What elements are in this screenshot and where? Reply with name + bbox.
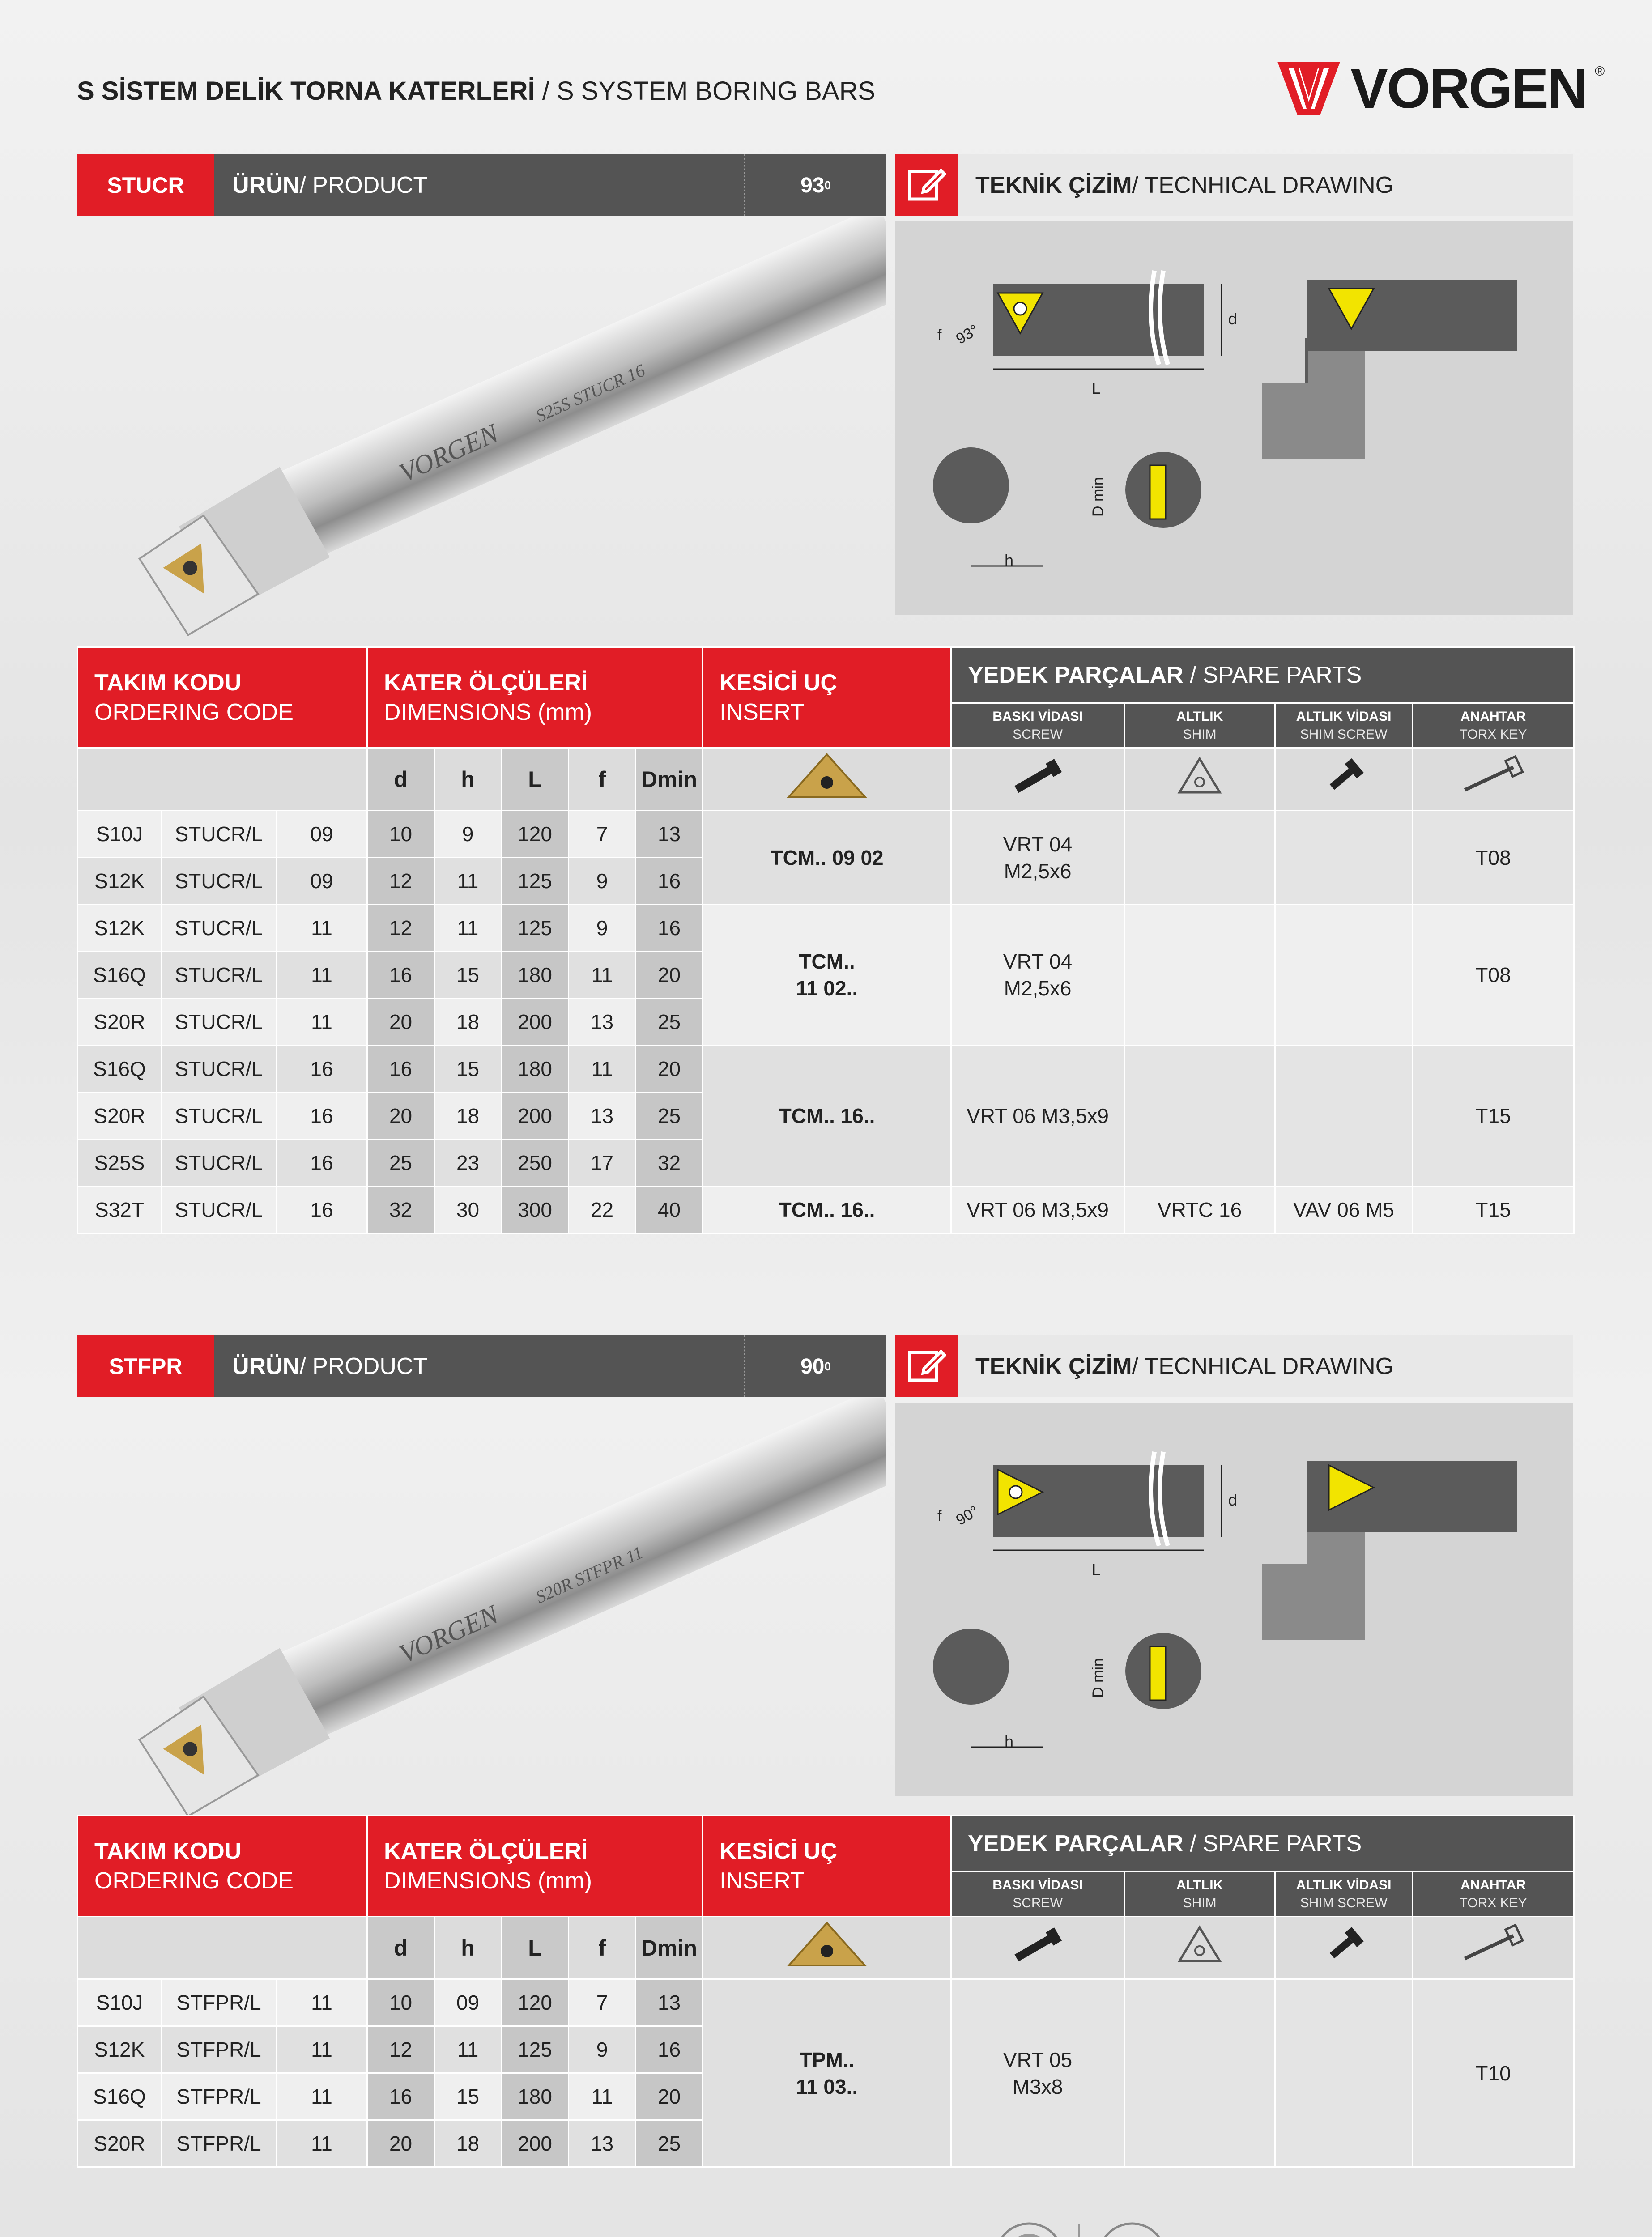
th-dim-L: L [502,1917,569,1979]
shim-screw-cell: VAV 06 M5 [1275,1187,1413,1233]
table-cell: S32T [78,1187,162,1233]
table-cell: S16Q [78,1046,162,1093]
drawing-label: TEKNİK ÇİZİM / TECNHICAL DRAWING [975,172,1394,198]
edit-drawing-icon [895,1335,958,1397]
angle-label: 93° [953,321,982,348]
table-cell: S20R [78,1093,162,1140]
photo-brand-text: VORGEN [394,418,503,488]
table-cell: 17 [569,1140,636,1187]
drawing-header-stucr [895,154,1573,216]
table-cell: STUCR/L [162,952,277,999]
technical-drawing-stucr [895,221,1573,615]
dim-d-label: d [1228,1491,1238,1509]
table-cell: 200 [502,999,569,1046]
table-cell: 15 [434,1046,502,1093]
table-cell: 125 [502,858,569,905]
table-cell: 11 [434,2026,502,2073]
table-cell: S16Q [78,2073,162,2120]
table-cell: 9 [569,2026,636,2073]
table-cell: S10J [78,811,162,858]
table-cell: 11 [277,2073,367,2120]
table-cell: 13 [569,1093,636,1140]
dim-f-label: f [937,1508,942,1525]
th-screw: BASKI VİDASI SCREW [951,703,1124,748]
torx-key-cell: T10 [1413,1979,1574,2167]
product-angle: 90 0 [744,1335,886,1397]
dim-h-label: h [1005,1732,1014,1751]
table-cell: 20 [367,2120,434,2167]
table-cell: 125 [502,905,569,952]
table-cell: 16 [277,1046,367,1093]
table-cell: 16 [636,858,703,905]
th-ordering-code: TAKIM KODU ORDERING CODE [78,1816,367,1917]
table-row [78,1979,1574,2026]
table-cell: 12 [367,905,434,952]
table-cell: 25 [636,1093,703,1140]
table-cell: 11 [569,2073,636,2120]
screw-cell: VRT 04 M2,5x6 [951,811,1124,905]
table-cell: 15 [434,952,502,999]
torx-key-cell: T08 [1413,905,1574,1046]
dim-L-label: L [1092,379,1101,397]
th-dim-d: d [367,1917,434,1979]
table-cell: 11 [277,952,367,999]
th-torx-key: ANAHTAR TORX KEY [1413,703,1574,748]
screw-cell: VRT 06 M3,5x9 [951,1187,1124,1233]
table-cell: 16 [636,2026,703,2073]
spec-table-stfpr [77,1815,1575,2168]
iso-certification-icon [991,2219,1067,2237]
screw-icon [951,1917,1124,1979]
tuv-certification-icon [1094,2219,1170,2237]
table-cell: 120 [502,1979,569,2026]
photo-label-text: S20R STFPR 11 [532,1542,646,1608]
table-cell: STFPR/L [162,2073,277,2120]
dim-dmin-label: D min [1090,1658,1107,1698]
table-cell: 15 [434,2073,502,2120]
shim-cell [1124,1979,1275,2167]
table-cell: 30 [434,1187,502,1233]
product-code: STUCR [77,154,214,216]
table-cell: 7 [569,811,636,858]
table-cell: STFPR/L [162,2120,277,2167]
insert-icon [703,748,951,811]
product-header-stfpr [77,1335,886,1397]
insert-cell: TCM.. 16.. [703,1046,951,1187]
table-cell: STFPR/L [162,1979,277,2026]
shim-screw-cell [1275,905,1413,1046]
product-photo-stfpr [77,1398,886,1828]
th-shim: ALTLIK SHIM [1124,703,1275,748]
th-shim-screw: ALTLIK VİDASI SHIM SCREW [1275,1872,1413,1917]
dim-d-label: d [1228,310,1238,328]
drawing-header-stfpr [895,1335,1573,1397]
table-cell: S10J [78,1979,162,2026]
table-cell: 250 [502,1140,569,1187]
screw-icon [951,748,1124,811]
dim-h-label: h [1005,551,1014,570]
footer-divider [1078,2224,1080,2237]
dim-dmin-label: D min [1090,477,1107,517]
table-cell: 20 [367,1093,434,1140]
table-cell: S20R [78,999,162,1046]
table-cell: 11 [434,858,502,905]
technical-drawing-stfpr [895,1403,1573,1796]
table-cell: 20 [636,2073,703,2120]
insert-cell: TPM.. 11 03.. [703,1979,951,2167]
table-cell: 32 [367,1187,434,1233]
table-cell: 9 [569,858,636,905]
table-cell: 12 [367,2026,434,2073]
shim-cell [1124,905,1275,1046]
screw-cell: VRT 04 M2,5x6 [951,905,1124,1046]
table-row [78,811,1574,858]
dim-L-label: L [1092,1560,1101,1578]
table-cell: 11 [277,905,367,952]
table-cell: 11 [277,2120,367,2167]
th-torx-key: ANAHTAR TORX KEY [1413,1872,1574,1917]
table-cell: S20R [78,2120,162,2167]
table-cell [78,1917,367,1979]
table-cell: 13 [569,999,636,1046]
table-cell: 7 [569,1979,636,2026]
table-cell: 12 [367,858,434,905]
table-cell: STUCR/L [162,811,277,858]
table-cell: STUCR/L [162,999,277,1046]
brand-logo: VORGEN ® [1275,56,1605,121]
table-cell: 18 [434,999,502,1046]
table-cell: S12K [78,2026,162,2073]
product-code: STFPR [77,1335,214,1397]
logo-text: VORGEN [1350,57,1587,120]
th-dimensions: KATER ÖLÇÜLERİ DIMENSIONS (mm) [367,1816,703,1917]
table-cell: 16 [367,952,434,999]
shim-cell [1124,1046,1275,1187]
table-cell: 16 [277,1093,367,1140]
th-dim-h: h [434,1917,502,1979]
angle-label: 90° [953,1502,982,1529]
table-cell: S16Q [78,952,162,999]
insert-cell: TCM.. 16.. [703,1187,951,1233]
dim-f-label: f [937,327,942,344]
table-cell: 25 [636,999,703,1046]
table-cell: STFPR/L [162,2026,277,2073]
table-cell: 180 [502,1046,569,1093]
table-cell: 32 [636,1140,703,1187]
table-cell: 18 [434,2120,502,2167]
th-shim-screw: ALTLIK VİDASI SHIM SCREW [1275,703,1413,748]
torx-key-cell: T15 [1413,1187,1574,1233]
table-cell: 16 [367,2073,434,2120]
table-cell: 18 [434,1093,502,1140]
shim-icon [1124,748,1275,811]
table-cell: 13 [569,2120,636,2167]
table-cell: 22 [569,1187,636,1233]
table-cell: 25 [367,1140,434,1187]
table-cell: STUCR/L [162,1046,277,1093]
table-cell: 11 [277,1979,367,2026]
table-cell: 20 [367,999,434,1046]
shim-screw-cell [1275,1979,1413,2167]
table-cell: 10 [367,811,434,858]
table-cell: STUCR/L [162,1187,277,1233]
table-row [78,1187,1574,1233]
table-cell: STUCR/L [162,1093,277,1140]
th-dimensions: KATER ÖLÇÜLERİ DIMENSIONS (mm) [367,647,703,748]
table-cell: 20 [636,1046,703,1093]
table-cell: 200 [502,2120,569,2167]
table-cell: 11 [569,952,636,999]
table-cell: S12K [78,858,162,905]
table-cell: S25S [78,1140,162,1187]
th-dim-dmin: Dmin [636,1917,703,1979]
table-cell: 13 [636,811,703,858]
table-cell: 09 [277,811,367,858]
screw-cell: VRT 05 M3x8 [951,1979,1124,2167]
shim-screw-icon [1275,1917,1413,1979]
table-cell: 16 [277,1140,367,1187]
shim-cell: VRTC 16 [1124,1187,1275,1233]
table-cell: 180 [502,2073,569,2120]
table-cell: 11 [277,2026,367,2073]
table-cell: 23 [434,1140,502,1187]
vorgen-logo-icon [1275,60,1342,118]
table-cell: S12K [78,905,162,952]
table-cell: 200 [502,1093,569,1140]
th-ordering-code: TAKIM KODU ORDERING CODE [78,647,367,748]
table-cell: 16 [636,905,703,952]
th-dim-dmin: Dmin [636,748,703,811]
insert-icon [703,1917,951,1979]
table-cell [78,748,367,811]
table-cell: 16 [367,1046,434,1093]
th-dim-f: f [569,1917,636,1979]
table-cell: 120 [502,811,569,858]
th-spare-parts: YEDEK PARÇALAR / SPARE PARTS [951,647,1574,703]
th-spare-parts: YEDEK PARÇALAR / SPARE PARTS [951,1816,1574,1872]
table-cell: 300 [502,1187,569,1233]
product-angle: 93 0 [744,154,886,216]
table-cell: STUCR/L [162,858,277,905]
table-cell: 9 [434,811,502,858]
insert-cell: TCM.. 09 02 [703,811,951,905]
page-title: S SİSTEM DELİK TORNA KATERLERİ / S SYSTEM BORING BARS [77,77,876,106]
edit-drawing-icon [895,154,958,216]
table-cell: 125 [502,2026,569,2073]
table-cell: STUCR/L [162,905,277,952]
drawing-label: TEKNİK ÇİZİM / TECNHICAL DRAWING [975,1353,1394,1379]
product-photo-stucr [77,217,886,646]
table-cell: 9 [569,905,636,952]
table-cell: 16 [277,1187,367,1233]
torx-key-icon [1413,748,1574,811]
screw-cell: VRT 06 M3,5x9 [951,1046,1124,1187]
table-cell: 13 [636,1979,703,2026]
table-cell: 180 [502,952,569,999]
table-cell: 20 [636,952,703,999]
table-cell: 09 [434,1979,502,2026]
th-dim-f: f [569,748,636,811]
th-dim-d: d [367,748,434,811]
table-cell: STUCR/L [162,1140,277,1187]
table-cell: 11 [434,905,502,952]
spec-table-stucr [77,646,1575,1234]
shim-screw-cell [1275,1046,1413,1187]
th-dim-h: h [434,748,502,811]
shim-cell [1124,811,1275,905]
torx-key-icon [1413,1917,1574,1979]
shim-screw-icon [1275,748,1413,811]
insert-cell: TCM.. 11 02.. [703,905,951,1046]
th-dim-L: L [502,748,569,811]
th-shim: ALTLIK SHIM [1124,1872,1275,1917]
table-cell: 09 [277,858,367,905]
product-label: ÜRÜN / PRODUCT [214,1335,744,1397]
table-cell: 11 [569,1046,636,1093]
product-label: ÜRÜN / PRODUCT [214,154,744,216]
photo-label-text: S25S STUCR 16 [532,360,648,426]
th-insert: KESİCİ UÇ INSERT [703,647,951,748]
photo-brand-text: VORGEN [394,1599,503,1669]
shim-screw-cell [1275,811,1413,905]
product-header-stucr [77,154,886,216]
torx-key-cell: T15 [1413,1046,1574,1187]
table-cell: 25 [636,2120,703,2167]
th-insert: KESİCİ UÇ INSERT [703,1816,951,1917]
table-cell: 40 [636,1187,703,1233]
torx-key-cell: T08 [1413,811,1574,905]
th-screw: BASKI VİDASI SCREW [951,1872,1124,1917]
table-cell: 11 [277,999,367,1046]
table-cell: 10 [367,1979,434,2026]
table-row [78,905,1574,952]
shim-icon [1124,1917,1275,1979]
table-row [78,1046,1574,1093]
